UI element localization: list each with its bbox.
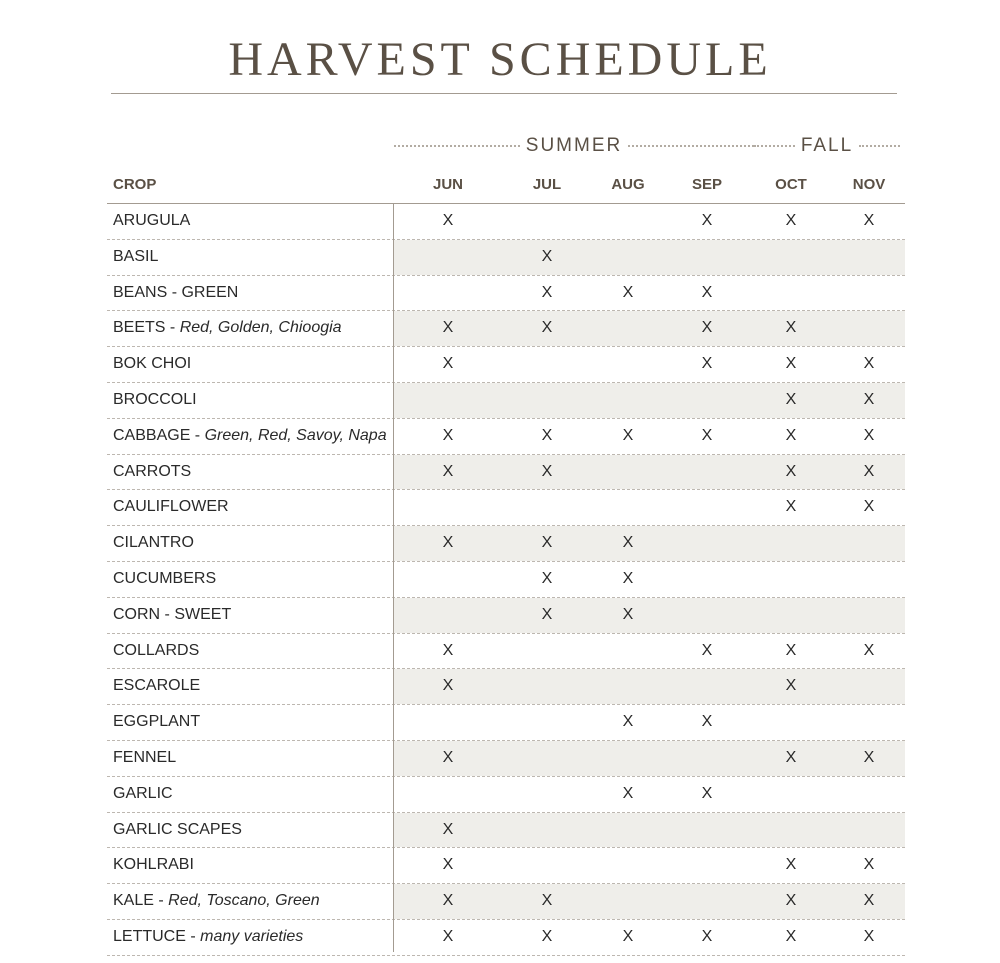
crop-label: EGGPLANT bbox=[113, 713, 201, 731]
crop-name bbox=[113, 383, 197, 417]
crop-name bbox=[113, 920, 303, 954]
crop-variety: Red, Golden, Chioogia bbox=[179, 319, 342, 337]
harvest-mark-jun: X bbox=[442, 677, 454, 695]
crop-label: FENNEL bbox=[113, 748, 177, 766]
crop-label: ARUGULA bbox=[113, 212, 191, 229]
harvest-mark-jun: X bbox=[442, 641, 454, 659]
harvest-mark-nov: X bbox=[863, 892, 875, 910]
harvest-mark-sep: X bbox=[701, 426, 713, 444]
crop-name bbox=[113, 240, 158, 274]
table-row bbox=[107, 634, 905, 670]
crop-label: COLLARDS bbox=[113, 641, 200, 659]
harvest-mark-jul: X bbox=[541, 605, 553, 623]
crop-variety: many varieties bbox=[200, 927, 304, 945]
crop-label: CORN - SWEET bbox=[113, 605, 232, 623]
harvest-mark-nov: X bbox=[863, 927, 875, 945]
harvest-mark-sep: X bbox=[701, 927, 713, 945]
table-row bbox=[107, 705, 905, 741]
harvest-mark-oct: X bbox=[785, 892, 797, 910]
crop-name bbox=[113, 204, 190, 238]
page-title: HARVEST SCHEDULE bbox=[228, 33, 772, 86]
table-row bbox=[107, 562, 905, 598]
table-header bbox=[107, 172, 905, 202]
harvest-mark-oct: X bbox=[785, 641, 797, 659]
harvest-mark-oct: X bbox=[785, 426, 797, 444]
crop-name bbox=[113, 705, 200, 739]
crop-name bbox=[113, 848, 194, 882]
column-header-aug: AUG bbox=[611, 176, 645, 193]
table-row bbox=[107, 383, 905, 419]
table-row bbox=[107, 848, 905, 884]
harvest-mark-sep: X bbox=[701, 641, 713, 659]
column-header-crop: CROP bbox=[113, 176, 157, 193]
harvest-mark-sep: X bbox=[701, 355, 713, 373]
harvest-mark-jun: X bbox=[442, 462, 454, 480]
harvest-mark-aug: X bbox=[622, 426, 634, 444]
harvest-mark-nov: X bbox=[863, 498, 875, 516]
column-header-jun: JUN bbox=[432, 176, 464, 193]
table-row bbox=[107, 419, 905, 455]
crop-label: GARLIC bbox=[113, 784, 173, 802]
harvest-mark-jun: X bbox=[442, 212, 454, 229]
table-row bbox=[107, 455, 905, 491]
title-divider bbox=[111, 93, 897, 94]
column-header-sep: SEP bbox=[691, 176, 723, 193]
crop-name bbox=[113, 777, 173, 811]
harvest-mark-aug: X bbox=[622, 927, 634, 945]
row-shading bbox=[394, 741, 905, 776]
harvest-mark-jul: X bbox=[541, 892, 553, 910]
crop-label: BROCCOLI bbox=[113, 390, 197, 408]
season-label: SUMMER bbox=[525, 135, 623, 156]
table-row bbox=[107, 347, 905, 383]
harvest-mark-oct: X bbox=[785, 390, 797, 408]
harvest-mark-aug: X bbox=[622, 534, 634, 552]
harvest-mark-nov: X bbox=[863, 856, 875, 874]
harvest-mark-jun: X bbox=[442, 820, 454, 838]
harvest-mark-nov: X bbox=[863, 426, 875, 444]
row-shading bbox=[394, 884, 905, 919]
crop-name bbox=[113, 311, 342, 345]
harvest-mark-sep: X bbox=[701, 713, 713, 731]
harvest-mark-jun: X bbox=[442, 534, 454, 552]
crop-name bbox=[113, 813, 242, 847]
harvest-mark-aug: X bbox=[622, 605, 634, 623]
crop-label: CAULIFLOWER bbox=[113, 498, 229, 516]
crop-label: CARROTS bbox=[113, 462, 192, 480]
harvest-mark-oct: X bbox=[785, 927, 797, 945]
harvest-mark-oct: X bbox=[785, 319, 797, 337]
harvest-mark-jun: X bbox=[442, 319, 454, 337]
row-shading bbox=[394, 813, 905, 848]
table-row bbox=[107, 526, 905, 562]
harvest-mark-nov: X bbox=[863, 641, 875, 659]
table-row bbox=[107, 490, 905, 526]
crop-name bbox=[113, 884, 320, 918]
row-shading bbox=[394, 240, 905, 275]
crop-name bbox=[113, 598, 231, 632]
crop-name bbox=[113, 455, 191, 489]
harvest-mark-nov: X bbox=[863, 748, 875, 766]
crop-name bbox=[113, 669, 200, 703]
crop-variety: Red, Toscano, Green bbox=[168, 892, 320, 910]
harvest-mark-sep: X bbox=[701, 283, 713, 301]
season-label: FALL bbox=[800, 135, 854, 156]
harvest-mark-nov: X bbox=[863, 355, 875, 373]
harvest-mark-sep: X bbox=[701, 212, 713, 229]
harvest-mark-oct: X bbox=[785, 748, 797, 766]
row-shading bbox=[394, 526, 905, 561]
harvest-mark-jun: X bbox=[442, 748, 454, 766]
crop-label: CABBAGE - bbox=[113, 426, 205, 444]
harvest-mark-jul: X bbox=[541, 283, 553, 301]
crop-label: GARLIC SCAPES bbox=[113, 820, 242, 838]
table-row bbox=[107, 669, 905, 705]
table-row bbox=[107, 884, 905, 920]
harvest-mark-jun: X bbox=[442, 856, 454, 874]
crop-label: CILANTRO bbox=[113, 534, 194, 552]
crop-name bbox=[113, 347, 191, 381]
crop-name bbox=[113, 526, 194, 560]
harvest-mark-jun: X bbox=[442, 355, 454, 373]
harvest-table bbox=[107, 204, 905, 956]
crop-name bbox=[113, 634, 199, 668]
harvest-mark-sep: X bbox=[701, 784, 713, 802]
harvest-mark-nov: X bbox=[863, 390, 875, 408]
harvest-mark-jul: X bbox=[541, 927, 553, 945]
harvest-mark-nov: X bbox=[863, 212, 875, 229]
harvest-mark-oct: X bbox=[785, 355, 797, 373]
harvest-mark-sep: X bbox=[701, 319, 713, 337]
harvest-mark-jul: X bbox=[541, 534, 553, 552]
table-row bbox=[107, 276, 905, 312]
row-shading bbox=[394, 669, 905, 704]
harvest-mark-aug: X bbox=[622, 569, 634, 587]
harvest-mark-jun: X bbox=[442, 927, 454, 945]
crop-label: ESCAROLE bbox=[113, 677, 201, 695]
crop-label: CUCUMBERS bbox=[113, 569, 217, 587]
crop-name bbox=[113, 562, 216, 596]
table-row bbox=[107, 204, 905, 240]
column-header-oct: OCT bbox=[775, 176, 807, 193]
harvest-mark-oct: X bbox=[785, 677, 797, 695]
harvest-mark-aug: X bbox=[622, 283, 634, 301]
crop-label: BEANS - GREEN bbox=[113, 283, 239, 301]
season-fall bbox=[754, 134, 900, 158]
table-row bbox=[107, 311, 905, 347]
crop-name bbox=[113, 276, 238, 310]
row-shading bbox=[394, 455, 905, 490]
dotted-rule bbox=[394, 145, 520, 147]
crop-label: BASIL bbox=[113, 247, 159, 265]
table-row bbox=[107, 598, 905, 634]
harvest-mark-aug: X bbox=[622, 713, 634, 731]
dotted-rule bbox=[754, 145, 795, 147]
crop-variety: Green, Red, Savoy, Napa bbox=[204, 426, 387, 444]
harvest-mark-jun: X bbox=[442, 892, 454, 910]
harvest-mark-oct: X bbox=[785, 212, 797, 229]
crop-label: BEETS - bbox=[113, 319, 180, 337]
crop-label: KOHLRABI bbox=[113, 856, 194, 874]
harvest-mark-jun: X bbox=[442, 426, 454, 444]
crop-label: BOK CHOI bbox=[113, 355, 192, 373]
crop-label: LETTUCE - bbox=[113, 927, 201, 945]
column-header-jul: JUL bbox=[532, 176, 562, 193]
table-row bbox=[107, 813, 905, 849]
dotted-rule bbox=[628, 145, 754, 147]
harvest-mark-jul: X bbox=[541, 462, 553, 480]
harvest-mark-oct: X bbox=[785, 462, 797, 480]
crop-label: KALE - bbox=[113, 892, 169, 910]
harvest-mark-jul: X bbox=[541, 319, 553, 337]
harvest-mark-jul: X bbox=[541, 569, 553, 587]
row-shading bbox=[394, 311, 905, 346]
table-row bbox=[107, 920, 905, 956]
table-row bbox=[107, 741, 905, 777]
crop-name bbox=[113, 419, 387, 453]
row-shading bbox=[394, 598, 905, 633]
row-shading bbox=[394, 383, 905, 418]
dotted-rule bbox=[859, 145, 900, 147]
harvest-mark-aug: X bbox=[622, 784, 634, 802]
harvest-mark-oct: X bbox=[785, 498, 797, 516]
table-row bbox=[107, 777, 905, 813]
crop-name bbox=[113, 490, 229, 524]
harvest-mark-nov: X bbox=[863, 462, 875, 480]
season-summer bbox=[394, 134, 754, 158]
table-row bbox=[107, 240, 905, 276]
column-divider bbox=[393, 204, 394, 952]
column-header-nov: NOV bbox=[852, 176, 886, 193]
harvest-mark-jul: X bbox=[541, 247, 553, 265]
crop-name bbox=[113, 741, 176, 775]
harvest-mark-oct: X bbox=[785, 856, 797, 874]
harvest-mark-jul: X bbox=[541, 426, 553, 444]
